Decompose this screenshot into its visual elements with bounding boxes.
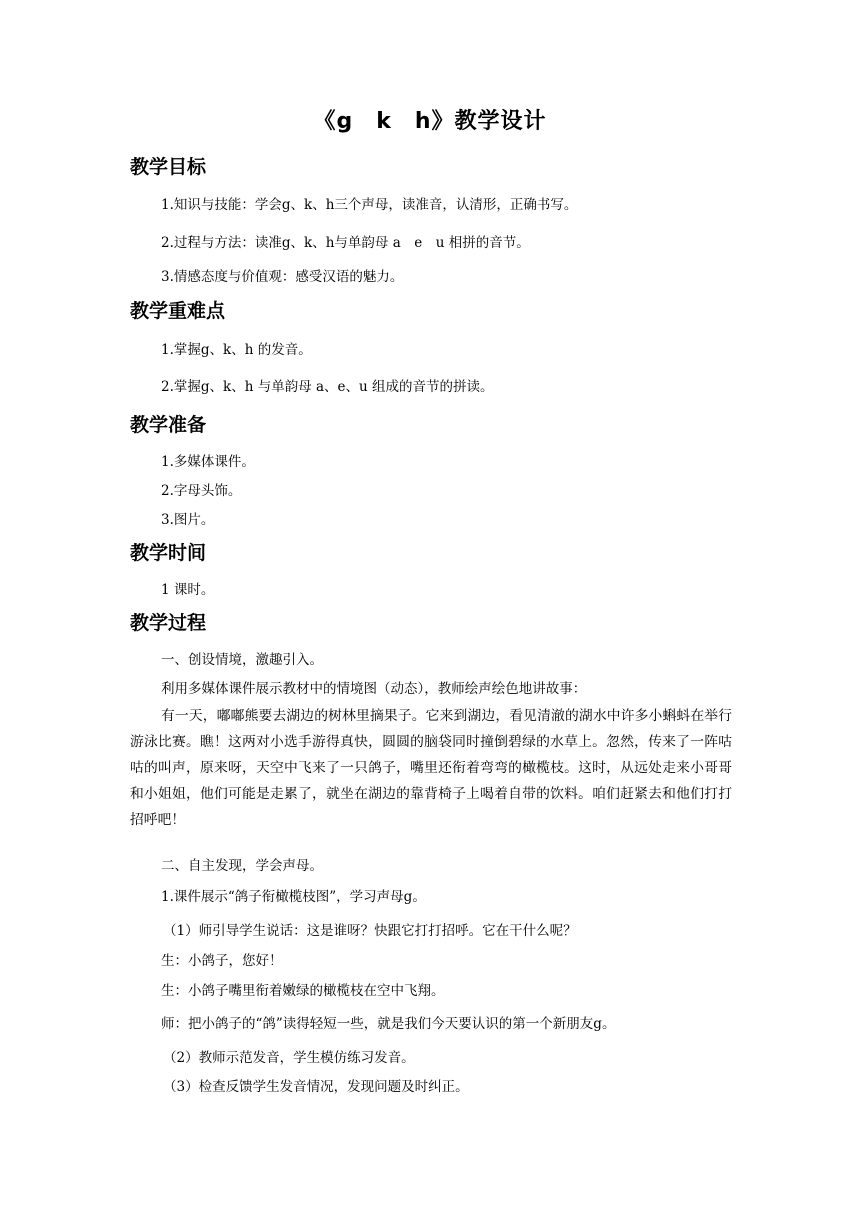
preparation-2: 2.字母头饰。 — [161, 483, 242, 499]
document-title: 《g k h》教学设计 — [313, 109, 547, 134]
process-q2: （2）教师示范发音，学生模仿练习发音。 — [163, 1050, 415, 1066]
process-a1: 生：小鸽子，您好！ — [161, 953, 283, 969]
key-point-2: 2.掌握g、k、h 与单韵母 a、e、u 组成的音节的拼读。 — [161, 379, 494, 395]
heading-preparation: 教学准备 — [130, 414, 207, 436]
process-sub-1: 1.课件展示“鸽子衔橄榄枝图”，学习声母g。 — [161, 889, 426, 905]
process-step-1: 一、创设情境，激趣引入。 — [161, 652, 323, 668]
process-step-2: 二、自主发现，学会声母。 — [161, 858, 323, 874]
process-q3: （3）检查反馈学生发音情况，发现问题及时纠正。 — [163, 1079, 469, 1095]
preparation-3: 3.图片。 — [161, 512, 215, 528]
heading-process: 教学过程 — [130, 612, 207, 634]
process-a2: 生：小鸽子嘴里衔着嫩绿的橄榄枝在空中飞翔。 — [161, 983, 445, 999]
time-value: 1 课时。 — [161, 582, 215, 598]
process-q1: （1）师引导学生说话：这是谁呀？快跟它打打招呼。它在干什么呢？ — [163, 923, 577, 939]
heading-key-points: 教学重难点 — [130, 300, 226, 322]
process-intro: 利用多媒体课件展示教材中的情境图（动态），教师绘声绘色地讲故事： — [161, 681, 587, 697]
objective-2: 2.过程与方法：读准g、k、h与单韵母 a e u 相拼的音节。 — [161, 235, 530, 251]
process-story: 有一天，嘟嘟熊要去湖边的树林里摘果子。它来到湖边，看见清澈的湖水中许多小蝌蚪在举行游泳比赛。瞧！这两对小选手游得真快，圆圆的脑袋同时撞倒碧绿的水草上。忽然，传来了一阵咕咕的叫声，原来呀，天空中飞来了一只鸽子，嘴里还衔着弯弯的橄榄枝。这时，从远处走来小哥哥和小姐姐，他们可能是走累了，就坐在湖边的靠背椅子上喝着自带的饮料。咱们赶紧去和他们打打招呼吧！ — [130, 708, 732, 828]
objective-3: 3.情感态度与价值观：感受汉语的魅力。 — [161, 269, 404, 285]
key-point-1: 1.掌握g、k、h 的发音。 — [161, 342, 312, 358]
heading-objectives: 教学目标 — [130, 156, 207, 178]
preparation-1: 1.多媒体课件。 — [161, 454, 255, 470]
heading-time: 教学时间 — [130, 542, 207, 564]
process-t1: 师：把小鸽子的“鸽”读得轻短一些，就是我们今天要认识的第一个新朋友g。 — [161, 1016, 616, 1032]
objective-1: 1.知识与技能：学会g、k、h三个声母，读准音，认清形，正确书写。 — [161, 197, 578, 213]
